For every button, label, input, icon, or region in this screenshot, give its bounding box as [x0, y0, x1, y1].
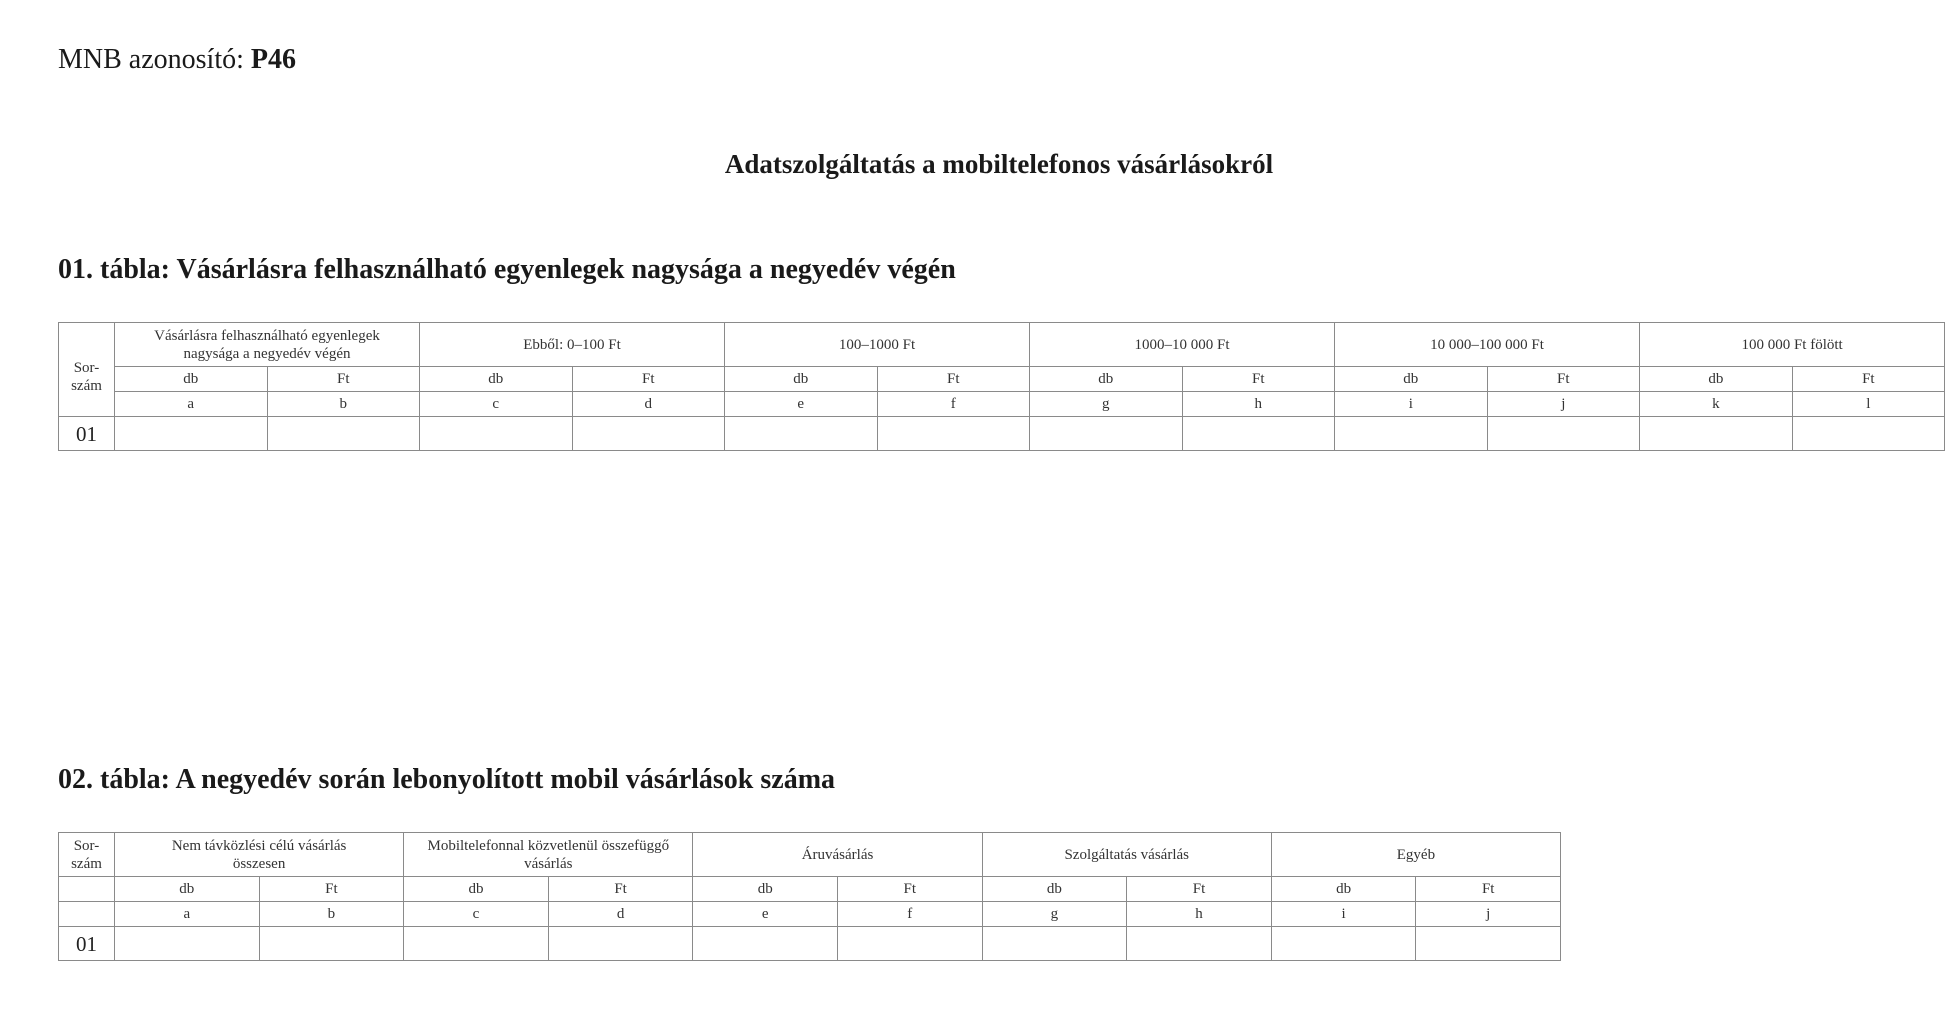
- column-letter: j: [1416, 902, 1561, 927]
- row-number: 01: [59, 927, 115, 961]
- table2-sorszam-header: [59, 833, 115, 877]
- data-input-cell[interactable]: [725, 417, 878, 451]
- identifier-label: MNB azonosító:: [58, 44, 244, 75]
- unit-cell: db: [404, 877, 549, 902]
- table1-group-over-100000: 100 000 Ft fölött: [1640, 323, 1945, 367]
- data-input-cell[interactable]: [548, 927, 693, 961]
- unit-cell: db: [1335, 367, 1488, 392]
- column-letter: d: [548, 902, 693, 927]
- table2: [58, 832, 1561, 961]
- data-input-cell[interactable]: [115, 927, 260, 961]
- sorszam-label: Sor- szám: [71, 359, 102, 394]
- unit-cell: db: [982, 877, 1127, 902]
- data-input-cell[interactable]: [420, 417, 573, 451]
- data-input-cell[interactable]: [838, 927, 983, 961]
- column-letter: a: [115, 392, 268, 417]
- unit-cell: db: [1271, 877, 1416, 902]
- column-letter: k: [1640, 392, 1793, 417]
- table1: [58, 322, 1945, 451]
- unit-cell: db: [115, 877, 260, 902]
- column-letter: f: [838, 902, 983, 927]
- table1-group-header-row: [59, 323, 1945, 367]
- column-letter: l: [1792, 392, 1945, 417]
- table1-sorszam-header: [59, 323, 115, 417]
- data-input-cell[interactable]: [693, 927, 838, 961]
- empty-cell: [59, 877, 115, 902]
- table1-letter-row: [59, 392, 1945, 417]
- table2-title: 02. tábla: A negyedév során lebonyolított mobil vásárlások száma: [58, 764, 836, 795]
- table2-unit-row: [59, 877, 1561, 902]
- data-input-cell[interactable]: [1127, 927, 1272, 961]
- table1-group-100-1000: 100–1000 Ft: [725, 323, 1030, 367]
- data-input-cell[interactable]: [572, 417, 725, 451]
- data-input-cell[interactable]: [1182, 417, 1335, 451]
- table2-group-services: Szolgáltatás vásárlás: [982, 833, 1271, 877]
- unit-cell: Ft: [572, 367, 725, 392]
- column-letter: i: [1271, 902, 1416, 927]
- table1-unit-row: [59, 367, 1945, 392]
- data-input-cell[interactable]: [259, 927, 404, 961]
- table1-title: 01. tábla: Vásárlásra felhasználható egyenlegek nagysága a negyedév végén: [58, 254, 956, 285]
- table2-group-phone-related: Mobiltelefonnal közvetlenül összefüggő vásárlás: [404, 833, 693, 877]
- identifier-value: P46: [250, 44, 296, 75]
- column-letter: i: [1335, 392, 1488, 417]
- column-letter: j: [1487, 392, 1640, 417]
- table1-data-row: [59, 417, 1945, 451]
- unit-cell: Ft: [838, 877, 983, 902]
- table2-group-goods: Áruvásárlás: [693, 833, 982, 877]
- unit-cell: Ft: [267, 367, 420, 392]
- document-title: Adatszolgáltatás a mobiltelefonos vásárlásokról: [724, 149, 1274, 179]
- unit-cell: db: [1030, 367, 1183, 392]
- table2-letter-row: [59, 902, 1561, 927]
- data-input-cell[interactable]: [1640, 417, 1793, 451]
- data-input-cell[interactable]: [1271, 927, 1416, 961]
- column-letter: h: [1127, 902, 1272, 927]
- unit-cell: db: [693, 877, 838, 902]
- unit-cell: Ft: [1182, 367, 1335, 392]
- data-input-cell[interactable]: [1335, 417, 1488, 451]
- column-letter: d: [572, 392, 725, 417]
- column-letter: c: [420, 392, 573, 417]
- table1-group-0-100: Ebből: 0–100 Ft: [420, 323, 725, 367]
- data-input-cell[interactable]: [1416, 927, 1561, 961]
- sorszam-label: Sor- szám: [71, 837, 102, 872]
- data-input-cell[interactable]: [877, 417, 1030, 451]
- unit-cell: Ft: [259, 877, 404, 902]
- table1-group-1000-10000: 1000–10 000 Ft: [1030, 323, 1335, 367]
- data-input-cell[interactable]: [404, 927, 549, 961]
- data-input-cell[interactable]: [1792, 417, 1945, 451]
- unit-cell: db: [420, 367, 573, 392]
- data-input-cell[interactable]: [982, 927, 1127, 961]
- column-letter: g: [1030, 392, 1183, 417]
- unit-cell: db: [725, 367, 878, 392]
- table2-data-row: [59, 927, 1561, 961]
- column-letter: c: [404, 902, 549, 927]
- column-letter: e: [725, 392, 878, 417]
- table1-group-10000-100000: 10 000–100 000 Ft: [1335, 323, 1640, 367]
- column-letter: g: [982, 902, 1127, 927]
- row-number: 01: [59, 417, 115, 451]
- unit-cell: Ft: [1487, 367, 1640, 392]
- column-letter: e: [693, 902, 838, 927]
- empty-cell: [59, 902, 115, 927]
- column-letter: h: [1182, 392, 1335, 417]
- unit-cell: Ft: [1792, 367, 1945, 392]
- mnb-identifier: [58, 44, 296, 76]
- unit-cell: Ft: [1127, 877, 1272, 902]
- column-letter: b: [259, 902, 404, 927]
- column-letter: a: [115, 902, 260, 927]
- unit-cell: db: [1640, 367, 1793, 392]
- unit-cell: Ft: [548, 877, 693, 902]
- unit-cell: Ft: [877, 367, 1030, 392]
- table2-group-header-row: [59, 833, 1561, 877]
- data-input-cell[interactable]: [1030, 417, 1183, 451]
- data-input-cell[interactable]: [267, 417, 420, 451]
- column-letter: f: [877, 392, 1030, 417]
- table2-group-other: Egyéb: [1271, 833, 1560, 877]
- data-input-cell[interactable]: [115, 417, 268, 451]
- data-input-cell[interactable]: [1487, 417, 1640, 451]
- table2-group-non-telecom: Nem távközlési célú vásárlás összesen: [115, 833, 404, 877]
- unit-cell: Ft: [1416, 877, 1561, 902]
- unit-cell: db: [115, 367, 268, 392]
- column-letter: b: [267, 392, 420, 417]
- table1-group-total: Vásárlásra felhasználható egyenlegek nagysága a negyedév végén: [115, 323, 420, 367]
